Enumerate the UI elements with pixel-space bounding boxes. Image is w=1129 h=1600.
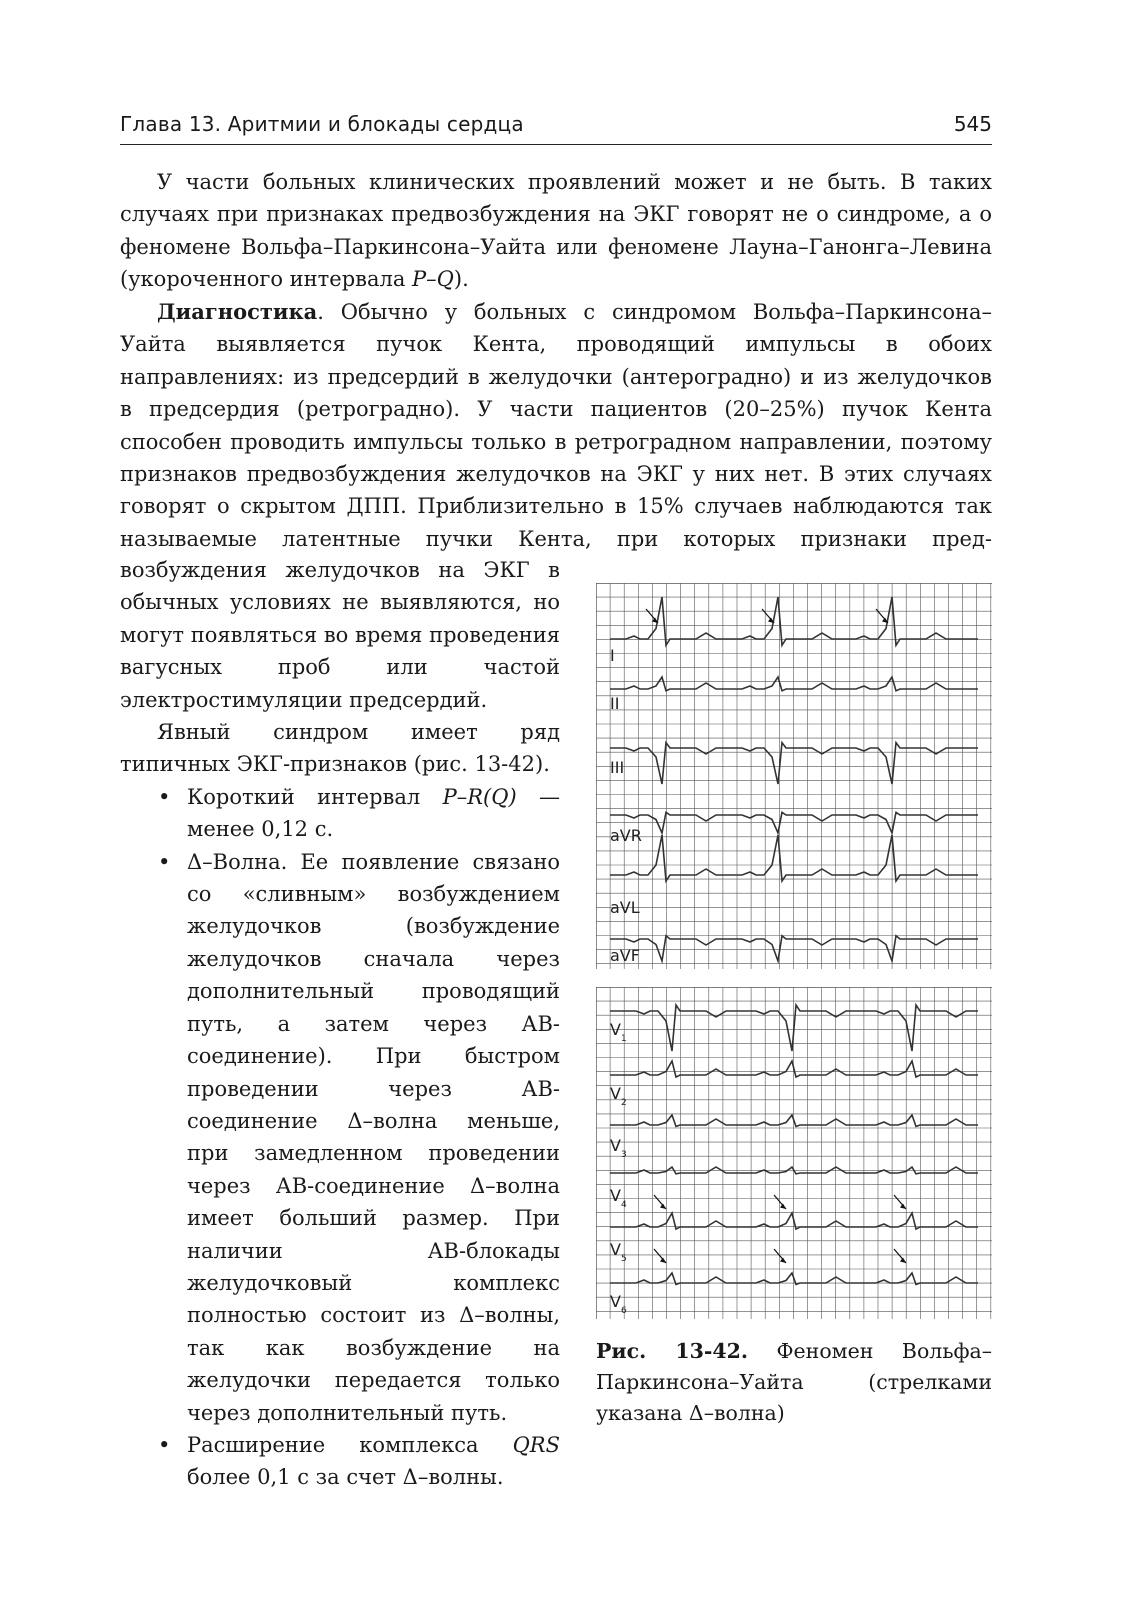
ecg-trace-III bbox=[610, 743, 978, 784]
pq-interval: P–Q bbox=[412, 267, 454, 292]
lead-label: V bbox=[610, 1186, 621, 1205]
caption-label: Рис. 13-42. bbox=[596, 1339, 749, 1363]
lead-label: aVF bbox=[610, 946, 640, 965]
list-item: • Δ–Волна. Ее появление связано со «сливным» возбуждением желудочков (возбуждение желудочков сначала через дополнительный проводящий путь, а затем через АВ-соединение). При быстром проведении через АВ-соединение Δ–волна меньше, при замедленном проведении через АВ-соединение Δ–волна имеет больший размер. При наличии АВ-блокады желудочковый комплекс полностью состоит из Δ–волны, так как возбуждение на желудочки передается только через дополнительный путь. bbox=[120, 846, 560, 1429]
ecg-figure bbox=[596, 583, 992, 1319]
lead-index: 4 bbox=[621, 1200, 627, 1210]
ecg-trace-aVF bbox=[610, 936, 978, 961]
lead-label: I bbox=[610, 646, 615, 665]
lead-index: 6 bbox=[621, 1306, 627, 1316]
diagnostics-heading: Диагностика bbox=[157, 299, 318, 324]
lead-label: V bbox=[610, 1136, 621, 1155]
list-item: • Короткий интервал P–R(Q) — менее 0,12 с. bbox=[120, 781, 560, 846]
diagnostics-text: . Обычно у больных с синдромом Вольфа–Паркинсона–Уайта выявляется пучок Кента, проводящий импульсы в обоих направлениях: из предсердий в желудочки (антероградно) и из желудочков в предсердия (ретроградно). У части пациентов (20–25%) пучок Кента способен проводить импульсы только в ретроградном направлении, поэтому признаков предвозбуждения желудочков на ЭКГ у них нет. В этих случаях говорят о скрытом ДПП. Приблизительно в 15% случаев наблюдаются так называемые латентные пучки Кента, при которых признаки пред- bbox=[120, 300, 992, 551]
arrow-head-icon bbox=[660, 1204, 666, 1210]
lead-label: aVR bbox=[610, 826, 642, 845]
left-column bbox=[120, 554, 560, 1494]
caption-text: Феномен Вольфа–Паркинсона–Уайта (стрелками указана Δ–волна) bbox=[596, 1339, 992, 1425]
signs-list bbox=[120, 781, 560, 1494]
arrow-head-icon bbox=[780, 1204, 786, 1210]
ecg-trace-I bbox=[610, 597, 978, 645]
lead-label: aVL bbox=[610, 898, 640, 917]
figure-caption bbox=[596, 1336, 992, 1429]
lead-label: V bbox=[610, 1020, 621, 1039]
ecg-limb-leads bbox=[596, 583, 992, 969]
running-header bbox=[120, 106, 992, 145]
lead-label: V bbox=[610, 1240, 621, 1259]
intro-end: ). bbox=[453, 267, 469, 292]
bullet-icon: • bbox=[158, 784, 171, 809]
bullet-icon: • bbox=[158, 1432, 171, 1457]
lead-label: III bbox=[610, 758, 625, 777]
chapter-title: Глава 13. Аритмии и блокады сердца bbox=[120, 112, 524, 136]
lead-label: V bbox=[610, 1292, 621, 1311]
list-item: • Расширение комплекса QRS более 0,1 с за счет Δ–волны. bbox=[120, 1429, 560, 1494]
lead-label: V bbox=[610, 1084, 621, 1103]
signs-intro: Явный синдром имеет ряд типичных ЭКГ-признаков (рис. 13-42). bbox=[120, 720, 560, 777]
arrow-head-icon bbox=[660, 1258, 666, 1264]
arrow-head-icon bbox=[900, 1258, 906, 1264]
intro-text: У части больных клинических проявлений может и не быть. В таких случаях при признаках предвозбуждения на ЭКГ говорят не о синдроме, а о феномене Вольфа–Паркинсона–Уайта или феномене Лауна–Ганонга–Левина (укороченного интервала bbox=[120, 170, 992, 292]
lead-index: 1 bbox=[621, 1034, 627, 1044]
bullet-icon: • bbox=[158, 849, 171, 874]
diagnostics-continuation: возбуждения желудочков на ЭКГ в обычных условиях не выявляются, но могут появляться во время проведения вагусных проб или частой электростимуляции предсердий. bbox=[120, 558, 560, 712]
intro-paragraph bbox=[120, 166, 992, 296]
ecg-grid bbox=[596, 583, 992, 969]
lead-index: 5 bbox=[621, 1254, 627, 1264]
diagnostics-paragraph bbox=[120, 296, 992, 555]
ecg-trace-chest-2 bbox=[610, 1061, 978, 1077]
arrow-head-icon bbox=[780, 1258, 786, 1264]
ecg-trace-chest-6 bbox=[610, 1273, 978, 1285]
ecg-chest-leads bbox=[596, 987, 992, 1319]
ecg-trace-II bbox=[610, 677, 978, 691]
ecg-trace-chest-1 bbox=[610, 1005, 978, 1051]
page-number: 545 bbox=[953, 112, 992, 136]
lead-label: II bbox=[610, 694, 620, 713]
ecg-trace-chest-3 bbox=[610, 1115, 978, 1127]
arrow-head-icon bbox=[900, 1204, 906, 1210]
lead-index: 2 bbox=[621, 1098, 627, 1108]
ecg-trace-aVL bbox=[610, 835, 978, 881]
lead-index: 3 bbox=[621, 1150, 627, 1160]
